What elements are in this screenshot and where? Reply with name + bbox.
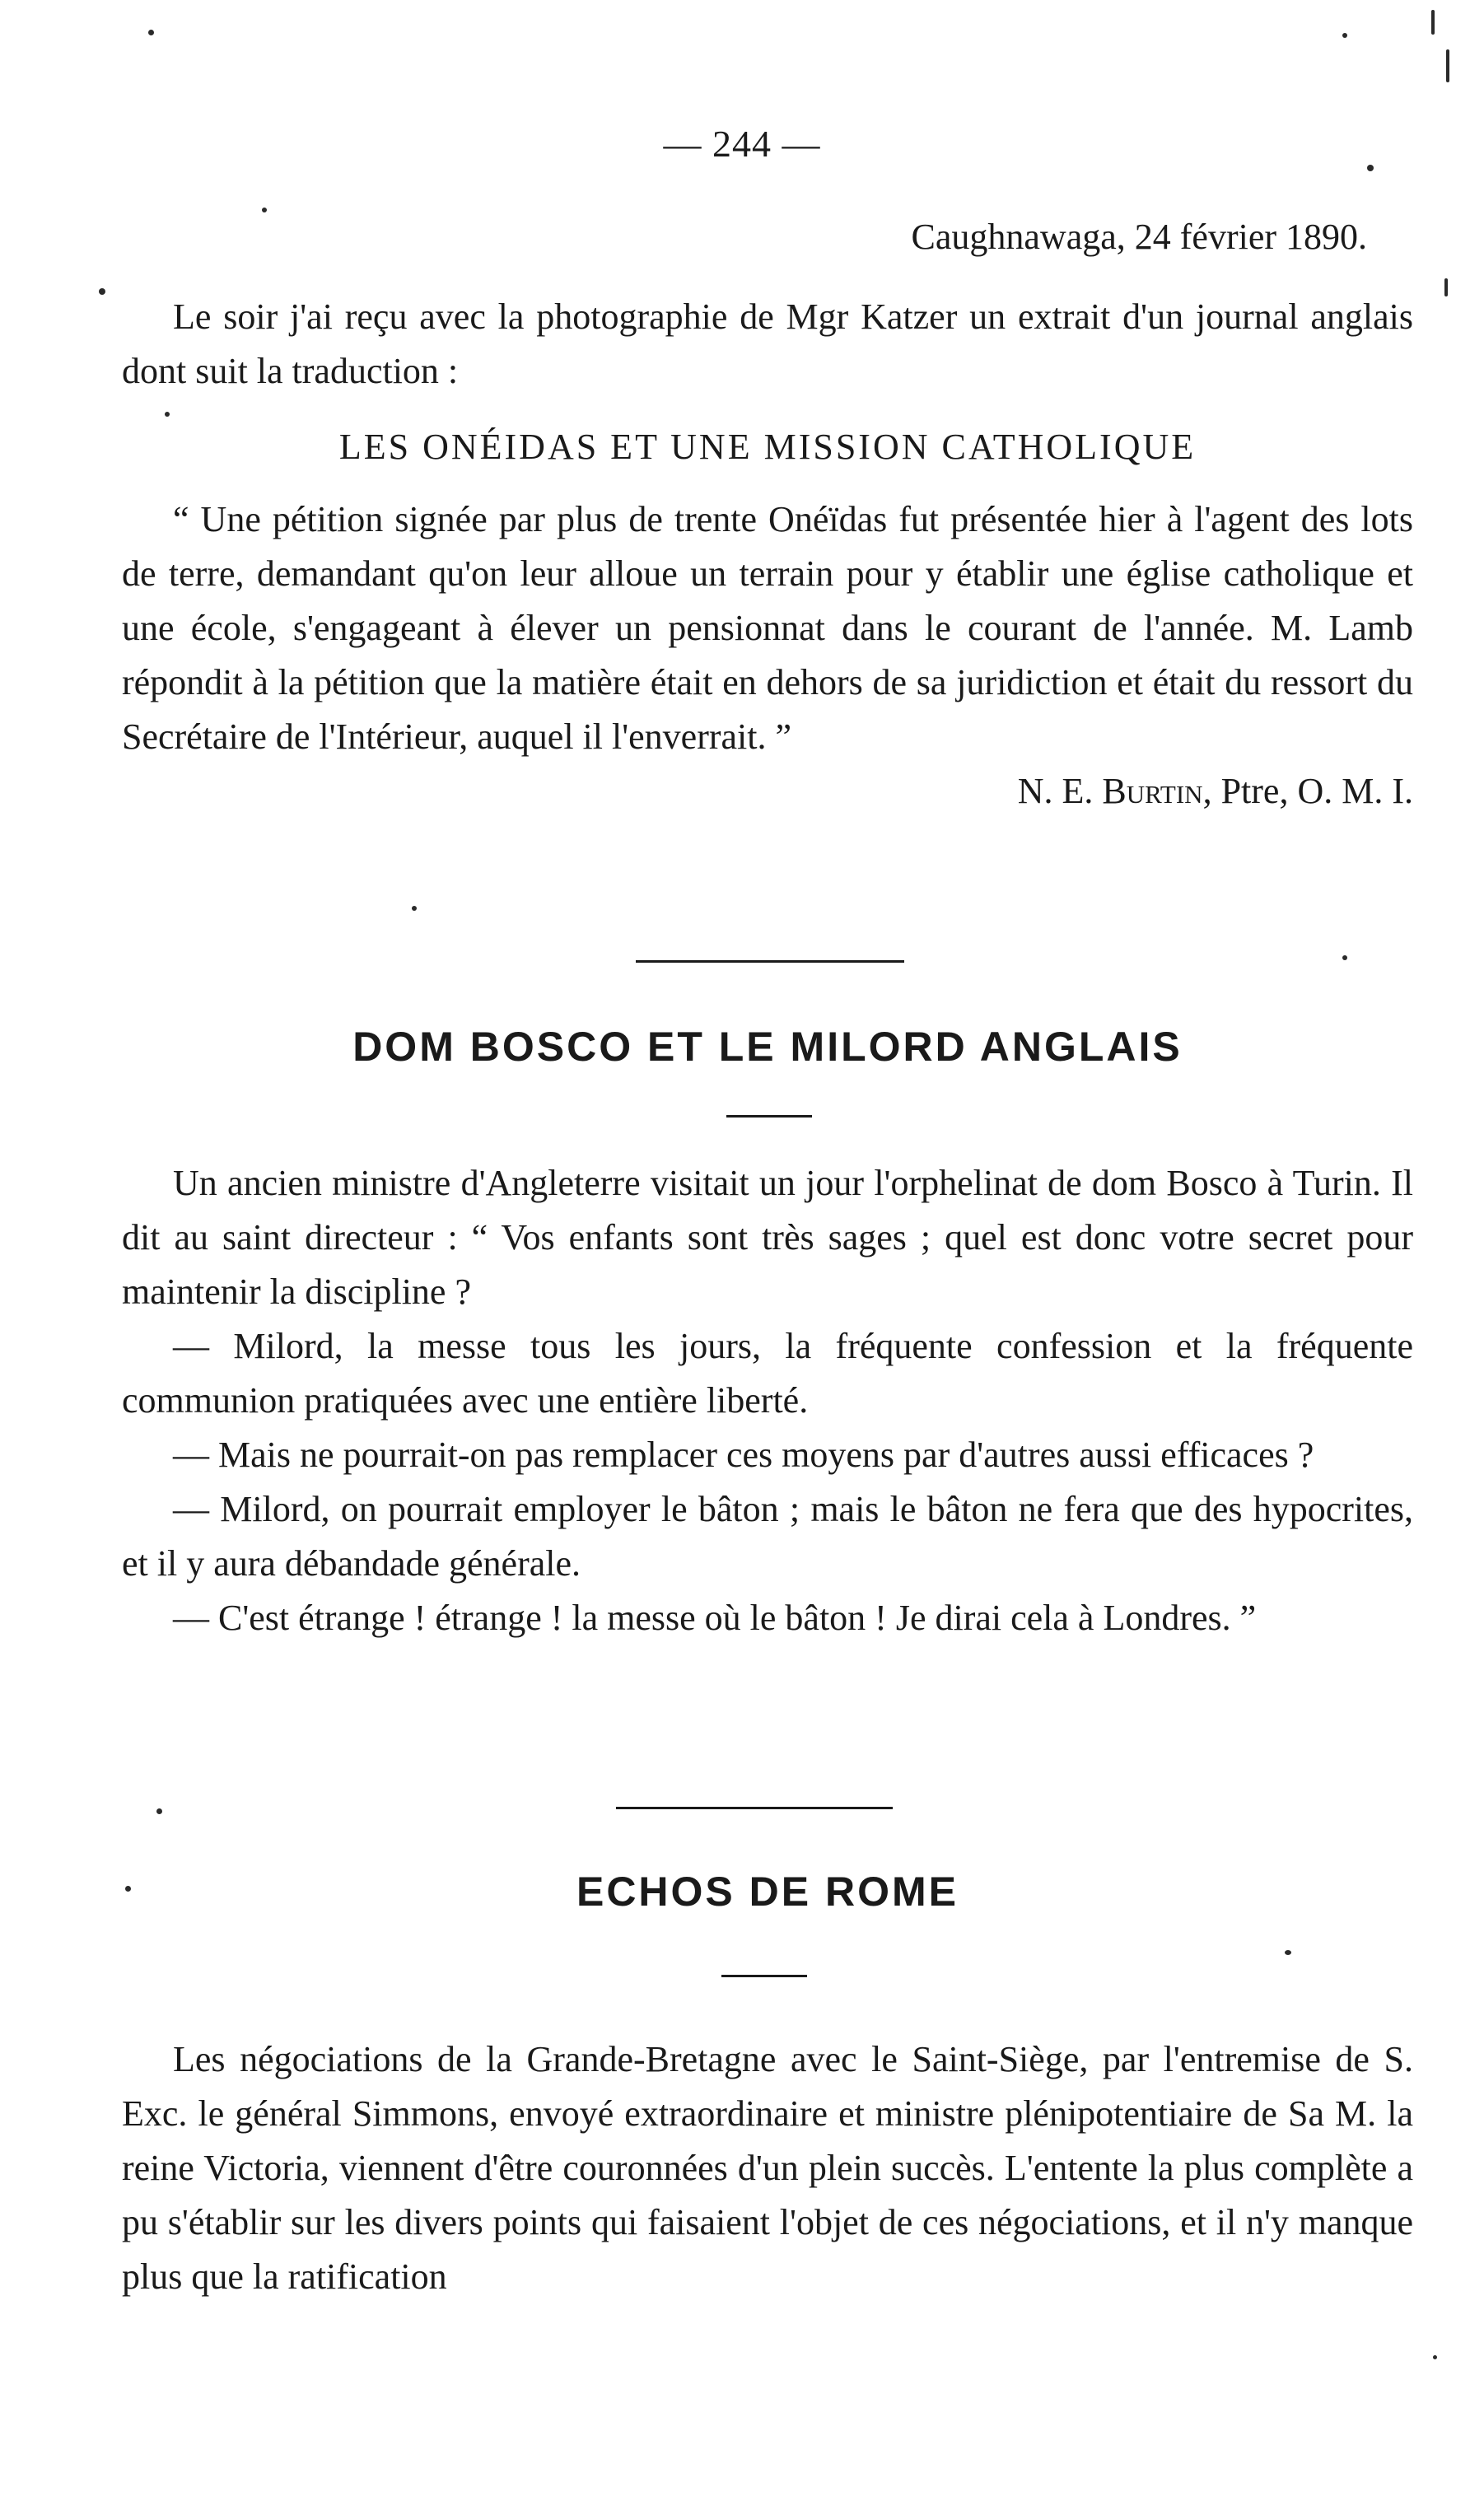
scan-speck [1446, 49, 1449, 82]
section-bosco-heading: DOM BOSCO ET LE MILORD ANGLAIS [352, 1024, 1183, 1070]
section-bosco-body [122, 1156, 1413, 1645]
signature-rest: , Ptre, O. M. I. [1202, 771, 1413, 811]
scan-speck [1431, 10, 1435, 35]
heading-underline-2 [721, 1975, 807, 1977]
heading-underline-1 [726, 1115, 812, 1118]
bosco-paragraph-1: Un ancien ministre d'Angleterre visitait un jour l'orphelinat de dom Bosco à Turin. Il dit au saint directeur : “ Vos enfants sont très sages ; quel est donc votre secret pour maintenir la discipline ? [122, 1163, 1413, 1312]
section-rome-heading: ECHOS DE ROME [576, 1869, 959, 1915]
page-number: — 244 — [663, 123, 821, 165]
scan-speck [125, 1886, 131, 1892]
section-bosco [122, 1020, 1413, 1074]
scan-speck [262, 208, 267, 212]
separator-rule-1 [636, 960, 904, 963]
letter-signature [122, 764, 1413, 819]
scan-speck [1285, 1950, 1291, 1955]
signature-name: N. E. Burtin [1017, 771, 1203, 811]
scan-speck [1367, 165, 1374, 171]
letter-quote: “ Une pétition signée par plus de trente Onéïdas fut présentée hier à l'agent des lots de terre, demandant qu'on leur alloue un terrain pour y établir une église catholique et une école, s'engageant à élever un pensionnat dans le courant de l'année. M. Lamb répondit à la pétition que la matière était en dehors de sa juridiction et était du ressort du Secrétaire de l'Intérieur, auquel il l'enverrait. ” [122, 499, 1413, 757]
rome-paragraph: Les négociations de la Grande-Bretagne avec le Saint-Siège, par l'entremise de S. Exc. le général Simmons, envoyé extraordinaire et ministre plénipotentiaire de Sa M. la reine Victoria, viennent d'être couronnées d'un plein succès. L'entente la plus complète a pu s'établir sur les divers points qui faisaient l'objet de ces négociations, et il n'y manque plus que la ratification [122, 2039, 1413, 2297]
scan-speck [99, 288, 105, 295]
scan-speck [1433, 2355, 1437, 2359]
letter-subheading: LES ONÉIDAS ET UNE MISSION CATHOLIQUE [338, 427, 1197, 467]
bosco-paragraph-2: — Milord, la messe tous les jours, la fréquente confession et la fréquente communion pratiquées avec une entière liberté. [122, 1326, 1413, 1421]
letter-block [122, 290, 1413, 819]
bosco-paragraph-5: — C'est étrange ! étrange ! la messe où le bâton ! Je dirai cela à Londres. ” [173, 1598, 1257, 1638]
bosco-paragraph-3: — Mais ne pourrait-on pas remplacer ces moyens par d'autres aussi efficaces ? [173, 1435, 1314, 1475]
scan-speck [1444, 278, 1448, 296]
scan-speck [1342, 955, 1347, 960]
scan-speck [165, 412, 170, 417]
section-rome [122, 1864, 1413, 1919]
letter-dateline: Caughnawaga, 24 février 1890. [911, 217, 1367, 257]
scan-speck [1342, 33, 1347, 38]
letter-intro: Le soir j'ai reçu avec la photographie de Mgr Katzer un extrait d'un journal anglais dont suit la traduction : [122, 296, 1413, 391]
scan-speck [156, 1808, 162, 1814]
scan-speck [412, 906, 417, 911]
scan-speck [148, 30, 154, 35]
separator-rule-2 [616, 1807, 893, 1809]
bosco-paragraph-4: — Milord, on pourrait employer le bâton ; mais le bâton ne fera que des hypocrites, et il y aura débandade générale. [122, 1489, 1413, 1584]
section-rome-body [122, 2032, 1413, 2304]
